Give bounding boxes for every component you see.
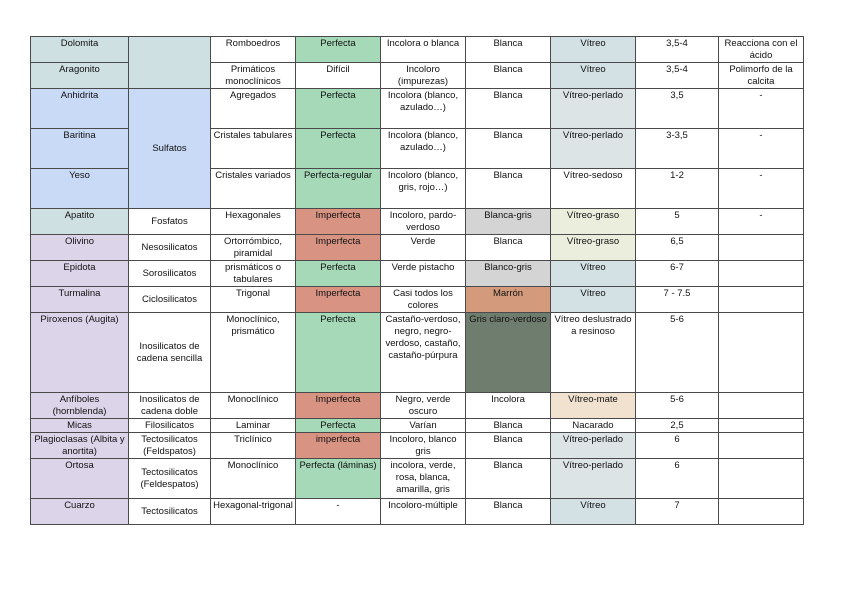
- notes: [719, 313, 804, 393]
- notes: Polimorfo de la calcita: [719, 63, 804, 89]
- notes: Reacciona con el ácido: [719, 37, 804, 63]
- cleavage: Difícil: [296, 63, 381, 89]
- mineral-color: Verde pistacho: [381, 261, 466, 287]
- mineral-name: Olivino: [31, 235, 129, 261]
- table-row: [31, 393, 804, 419]
- notes: [719, 287, 804, 313]
- cleavage: Perfecta: [296, 129, 381, 169]
- notes: [719, 499, 804, 525]
- mineral-group: Tectosilicatos (Feldspatos): [129, 433, 211, 459]
- crystal-habit: Primáticos monoclínicos: [211, 63, 296, 89]
- mineral-color: Incoloro, blanco gris: [381, 433, 466, 459]
- streak: Blanca: [466, 129, 551, 169]
- table-row: [31, 235, 804, 261]
- mineral-color: Incoloro, pardo-verdoso: [381, 209, 466, 235]
- streak: Blanca: [466, 63, 551, 89]
- hardness: 5-6: [636, 313, 719, 393]
- luster: Vítreo-mate: [551, 393, 636, 419]
- luster: Vítreo: [551, 37, 636, 63]
- streak: Blanca: [466, 169, 551, 209]
- mineral-name: Baritina: [31, 129, 129, 169]
- table-row: [31, 209, 804, 235]
- streak: Blanca: [466, 419, 551, 433]
- mineral-color: Casi todos los colores: [381, 287, 466, 313]
- cleavage: Perfecta: [296, 37, 381, 63]
- cleavage: -: [296, 499, 381, 525]
- luster: Vítreo-graso: [551, 209, 636, 235]
- notes: [719, 235, 804, 261]
- luster: Vítreo deslustrado a resinoso: [551, 313, 636, 393]
- table-row: [31, 261, 804, 287]
- mineral-group: Inosilicatos de cadena sencilla: [129, 313, 211, 393]
- crystal-habit: Monoclínico: [211, 459, 296, 499]
- notes: [719, 459, 804, 499]
- cleavage: Imperfecta: [296, 235, 381, 261]
- mineral-group: Fosfatos: [129, 209, 211, 235]
- crystal-habit: Monoclínico: [211, 393, 296, 419]
- streak: Blanca: [466, 433, 551, 459]
- crystal-habit: Ortorrómbico, piramidal: [211, 235, 296, 261]
- luster: Vítreo: [551, 63, 636, 89]
- luster: Vítreo: [551, 287, 636, 313]
- notes: [719, 393, 804, 419]
- cleavage: Perfecta (láminas): [296, 459, 381, 499]
- mineral-group: Sorosilicatos: [129, 261, 211, 287]
- mineral-name: Yeso: [31, 169, 129, 209]
- mineral-group: [129, 37, 211, 89]
- cleavage: Perfecta-regular: [296, 169, 381, 209]
- mineral-properties-table: [30, 36, 804, 525]
- cleavage: Imperfecta: [296, 287, 381, 313]
- luster: Vítreo-perlado: [551, 459, 636, 499]
- mineral-color: incolora, verde, rosa, blanca, amarilla, gris: [381, 459, 466, 499]
- hardness: 2,5: [636, 419, 719, 433]
- mineral-group: Tectosilicatos (Feldespatos): [129, 459, 211, 499]
- crystal-habit: prismáticos o tabulares: [211, 261, 296, 287]
- crystal-habit: Triclínico: [211, 433, 296, 459]
- streak: Blanca: [466, 89, 551, 129]
- mineral-name: Dolomita: [31, 37, 129, 63]
- hardness: 6: [636, 459, 719, 499]
- hardness: 3,5-4: [636, 37, 719, 63]
- hardness: 7 - 7.5: [636, 287, 719, 313]
- crystal-habit: Hexagonales: [211, 209, 296, 235]
- hardness: 5: [636, 209, 719, 235]
- notes: -: [719, 169, 804, 209]
- mineral-name: Micas: [31, 419, 129, 433]
- mineral-name: Plagioclasas (Albita y anortita): [31, 433, 129, 459]
- cleavage: Perfecta: [296, 261, 381, 287]
- mineral-group: Inosilicatos de cadena doble: [129, 393, 211, 419]
- crystal-habit: Cristales variados: [211, 169, 296, 209]
- streak: Marrón: [466, 287, 551, 313]
- mineral-name: Turmalina: [31, 287, 129, 313]
- luster: Vítreo-graso: [551, 235, 636, 261]
- mineral-group: Ciclosilicatos: [129, 287, 211, 313]
- notes: -: [719, 209, 804, 235]
- luster: Vítreo-perlado: [551, 129, 636, 169]
- mineral-name: Anhidrita: [31, 89, 129, 129]
- mineral-group: Nesosilicatos: [129, 235, 211, 261]
- luster: Nacarado: [551, 419, 636, 433]
- mineral-name: Epidota: [31, 261, 129, 287]
- luster: Vítreo: [551, 499, 636, 525]
- cleavage: Perfecta: [296, 89, 381, 129]
- table-row: [31, 433, 804, 459]
- hardness: 5-6: [636, 393, 719, 419]
- streak: Blanca: [466, 235, 551, 261]
- mineral-color: Incoloro (impurezas): [381, 63, 466, 89]
- notes: [719, 433, 804, 459]
- hardness: 6,5: [636, 235, 719, 261]
- crystal-habit: Laminar: [211, 419, 296, 433]
- crystal-habit: Agregados: [211, 89, 296, 129]
- crystal-habit: Monoclínico, prismático: [211, 313, 296, 393]
- streak: Incolora: [466, 393, 551, 419]
- table-row: [31, 499, 804, 525]
- mineral-name: Cuarzo: [31, 499, 129, 525]
- streak: Blanca-gris: [466, 209, 551, 235]
- cleavage: Perfecta: [296, 419, 381, 433]
- mineral-color: Incolora o blanca: [381, 37, 466, 63]
- table-row: [31, 37, 804, 63]
- mineral-color: Incolora (blanco, azulado…): [381, 89, 466, 129]
- mineral-color: Castaño-verdoso, negro, negro-verdoso, castaño, castaño-púrpura: [381, 313, 466, 393]
- table-row: [31, 419, 804, 433]
- crystal-habit: Cristales tabulares: [211, 129, 296, 169]
- mineral-color: Varían: [381, 419, 466, 433]
- table-row: [31, 287, 804, 313]
- notes: [719, 419, 804, 433]
- luster: Vítreo-sedoso: [551, 169, 636, 209]
- streak: Blanca: [466, 37, 551, 63]
- streak: Blanca: [466, 499, 551, 525]
- mineral-group: Sulfatos: [129, 89, 211, 209]
- cleavage: Imperfecta: [296, 209, 381, 235]
- mineral-group: Filosilicatos: [129, 419, 211, 433]
- cleavage: imperfecta: [296, 433, 381, 459]
- crystal-habit: Romboedros: [211, 37, 296, 63]
- notes: -: [719, 129, 804, 169]
- mineral-color: Incolora (blanco, azulado…): [381, 129, 466, 169]
- mineral-group: Tectosilicatos: [129, 499, 211, 525]
- table-row: [31, 89, 804, 129]
- mineral-name: Ortosa: [31, 459, 129, 499]
- hardness: 3-3,5: [636, 129, 719, 169]
- notes: -: [719, 89, 804, 129]
- crystal-habit: Hexagonal-trigonal: [211, 499, 296, 525]
- table-row: [31, 459, 804, 499]
- hardness: 6-7: [636, 261, 719, 287]
- mineral-color: Negro, verde oscuro: [381, 393, 466, 419]
- streak: Blanca: [466, 459, 551, 499]
- hardness: 3,5-4: [636, 63, 719, 89]
- luster: Vítreo: [551, 261, 636, 287]
- notes: [719, 261, 804, 287]
- mineral-name: Aragonito: [31, 63, 129, 89]
- mineral-name: Piroxenos (Augita): [31, 313, 129, 393]
- hardness: 3,5: [636, 89, 719, 129]
- streak: Gris claro-verdoso: [466, 313, 551, 393]
- luster: Vítreo-perlado: [551, 433, 636, 459]
- cleavage: Imperfecta: [296, 393, 381, 419]
- mineral-name: Apatito: [31, 209, 129, 235]
- cleavage: Perfecta: [296, 313, 381, 393]
- table-row: [31, 313, 804, 393]
- hardness: 7: [636, 499, 719, 525]
- mineral-color: Incoloro-múltiple: [381, 499, 466, 525]
- mineral-color: Verde: [381, 235, 466, 261]
- mineral-color: Incoloro (blanco, gris, rojo…): [381, 169, 466, 209]
- streak: Blanco-gris: [466, 261, 551, 287]
- luster: Vítreo-perlado: [551, 89, 636, 129]
- crystal-habit: Trigonal: [211, 287, 296, 313]
- hardness: 6: [636, 433, 719, 459]
- mineral-name: Anfíboles (hornblenda): [31, 393, 129, 419]
- hardness: 1-2: [636, 169, 719, 209]
